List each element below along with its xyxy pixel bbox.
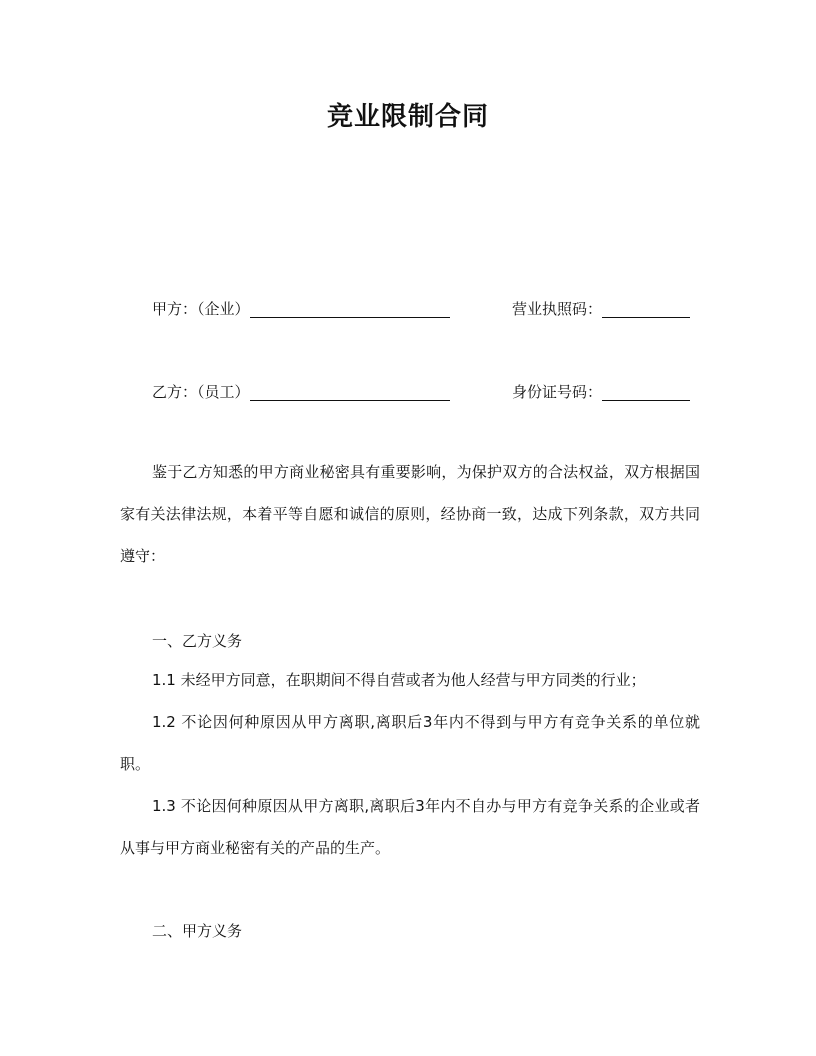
party-a-id-label: 营业执照码： <box>512 300 603 318</box>
party-a-line <box>152 298 450 319</box>
clause-1-2: 1.2 不论因何种原因从甲方离职,离职后3年内不得到与甲方有竞争关系的单位就职。 <box>120 713 700 773</box>
party-b-id-blank <box>602 382 690 401</box>
party-b-id-line <box>512 381 690 402</box>
contract-title: 竞业限制合同 <box>326 102 489 132</box>
clause-1-3: 1.3 不论因何种原因从甲方离职,离职后3年内不自办与甲方有竞争关系的企业或者从事与甲方商业秘密有关的产品的生产。 <box>120 797 700 857</box>
party-b-label: 乙方：（员工） <box>152 383 250 401</box>
party-b-line <box>152 381 450 402</box>
party-a-id-line <box>512 298 690 319</box>
party-a-id-blank <box>602 299 690 318</box>
clause-1-1: 1.1 未经甲方同意，在职期间不得自营或者为他人经营与甲方同类的行业； <box>152 671 646 689</box>
section-1-heading: 一、乙方义务 <box>152 632 243 650</box>
party-b-id-label: 身份证号码： <box>512 383 603 401</box>
party-a-label: 甲方：（企业） <box>152 300 250 318</box>
preamble-paragraph: 鉴于乙方知悉的甲方商业秘密具有重要影响，为保护双方的合法权益，双方根据国家有关法律法规，本着平等自愿和诚信的原则，经协商一致，达成下列条款，双方共同遵守： <box>120 463 700 565</box>
section-2-heading: 二、甲方义务 <box>152 922 243 940</box>
party-a-name-blank <box>250 299 450 318</box>
party-b-name-blank <box>250 382 450 401</box>
